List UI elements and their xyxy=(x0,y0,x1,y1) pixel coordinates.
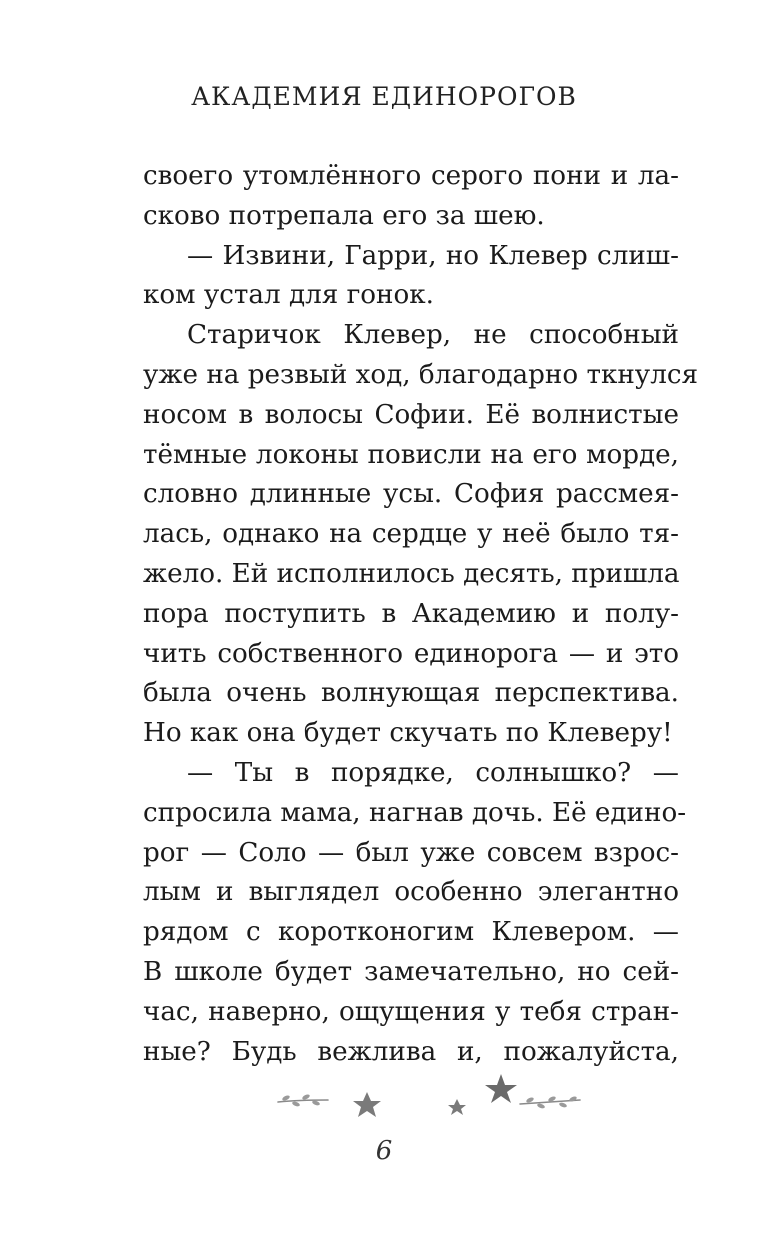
left-sprig-icon xyxy=(278,1093,328,1107)
text-line: ные? Будь вежлива и, пожалуйста, xyxy=(143,1036,679,1067)
stars-and-sprigs-ornament-icon xyxy=(268,1066,588,1126)
text-line: носом в волосы Софии. Её волнистые xyxy=(143,399,679,430)
text-line: своего утомлённого серого пони и ла- xyxy=(143,161,679,191)
text-line: спросила мама, нагнав дочь. Её едино- xyxy=(143,797,687,828)
star-icon xyxy=(353,1092,381,1117)
text-line: — Ты в порядке, солнышко? — xyxy=(187,757,679,788)
page-number: 6 xyxy=(375,1136,393,1166)
right-sprig-icon xyxy=(520,1095,580,1109)
text-line: сково потрепала его за шею. xyxy=(143,200,545,231)
text-line: жело. Ей исполнилось десять, пришла xyxy=(143,558,680,589)
text-line: Старичок Клевер, не способный xyxy=(187,320,679,351)
text-line: словно длинные усы. София рассмея- xyxy=(143,479,679,510)
text-line: лась, однако на сердце у неё было тя- xyxy=(143,519,679,550)
text-line: ком устал для гонок. xyxy=(143,280,434,311)
text-line: была очень волнующая перспектива. xyxy=(143,678,679,709)
body-text xyxy=(143,157,699,1072)
running-title: АКАДЕМИЯ ЕДИНОРОГОВ xyxy=(191,82,577,111)
text-line: — Извини, Гарри, но Клевер слиш- xyxy=(187,240,679,271)
text-line: пора поступить в Академию и полу- xyxy=(143,598,679,629)
text-line: уже на резвый ход, благодарно ткнулся xyxy=(143,359,699,390)
text-line: В школе будет замечательно, но сей- xyxy=(143,956,679,987)
text-line: тёмные локоны повисли на его морде, xyxy=(143,439,679,470)
star-icon xyxy=(485,1074,517,1103)
text-line: час, наверно, ощущения у тебя стран- xyxy=(143,996,679,1027)
text-line: лым и выглядел особенно элегантно xyxy=(143,877,679,908)
text-line: рядом с коротконогим Клевером. — xyxy=(143,917,679,948)
text-line: Но как она будет скучать по Клеверу! xyxy=(143,718,673,749)
star-icon xyxy=(448,1099,466,1115)
text-line: рог — Соло — был уже совсем взрос- xyxy=(143,837,679,868)
text-line: чить собственного единорога — и это xyxy=(143,638,679,669)
